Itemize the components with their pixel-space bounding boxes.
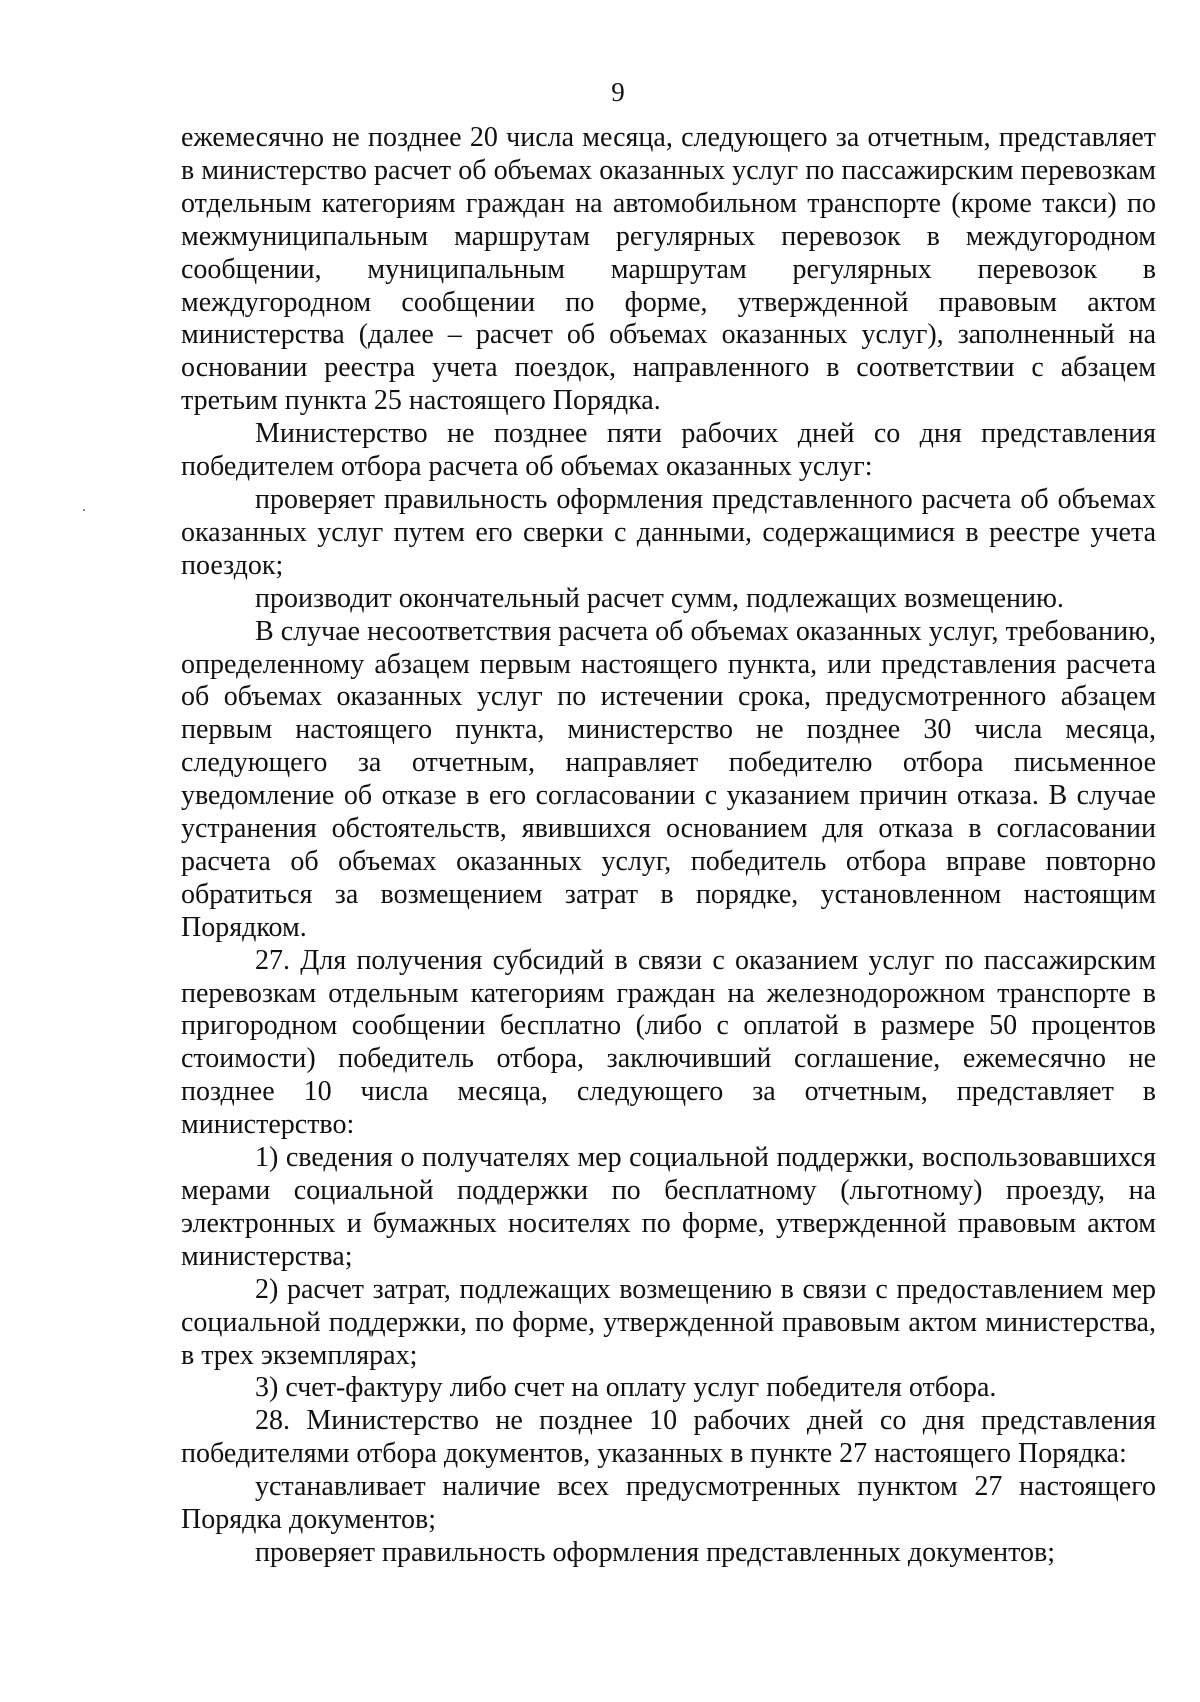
paragraph-item-27: 27. Для получения субсидий в связи с оказанием услуг по пассажирским перевозкам отдельным категориям граждан на железнодорожном транспорте в пригородном сообщении бесплатно (либо с оплатой в размере 50 процентов стоимости) победитель отбора, заключивший соглашение, ежемесячно не позднее 10 числа месяца, следующего за отчетным, представляет в министерство: xyxy=(181,944,1156,1141)
paragraph: Министерство не позднее пяти рабочих дней со дня представления победителем отбора расчета об объемах оказанных услуг: xyxy=(181,418,1156,483)
paragraph: производит окончательный расчет сумм, подлежащих возмещению. xyxy=(255,582,1064,614)
paragraph: устанавливает наличие всех предусмотренных пунктом 27 настоящего Порядка документов; xyxy=(181,1471,1156,1536)
list-item-3: 3) счет-фактуру либо счет на оплату услуг победителя отбора. xyxy=(255,1372,997,1404)
page-number: 9 xyxy=(611,77,625,107)
paragraph-item-28: 28. Министерство не позднее 10 рабочих дней со дня представления победителями отбора документов, указанных в пункте 27 настоящего Порядка: xyxy=(181,1405,1156,1470)
paragraph: проверяет правильность оформления представленного расчета об объемах оказанных услуг путем его сверки с данными, содержащимися в реестре учета поездок; xyxy=(181,483,1156,581)
scan-artifact-dot xyxy=(83,509,85,511)
paragraph: В случае несоответствия расчета об объемах оказанных услуг, требованию, определенному абзацем первым настоящего пункта, или представления расчета об объемах оказанных услуг по истечении срока, предусмотренного абзацем первым настоящего пункта, министерство не позднее 30 числа месяца, следующего за отчетным, направляет победителю отбора письменное уведомление об отказе в его согласовании с указанием причин отказа. В случае устранения обстоятельств, явившихся основанием для отказа в согласовании расчета об объемах оказанных услуг, победитель отбора вправе повторно обратиться за возмещением затрат в порядке, установленном настоящим Порядком. xyxy=(181,615,1156,943)
paragraph: проверяет правильность оформления представленных документов; xyxy=(255,1536,1056,1568)
document-body xyxy=(181,122,1156,1570)
list-item-1: 1) сведения о получателях мер социальной поддержки, воспользовавшихся мерами социальной поддержки по бесплатному (льготному) проезду, на электронных и бумажных носителях по форме, утвержденной правовым актом министерства; xyxy=(181,1142,1156,1272)
paragraph-continuation: ежемесячно не позднее 20 числа месяца, следующего за отчетным, представляет в министерство расчет об объемах оказанных услуг по пассажирским перевозкам отдельным категориям граждан на автомобильном транспорте (кроме такси) по межмуниципальным маршрутам регулярных перевозок в междугородном сообщении, муниципальным маршрутам регулярных перевозок в междугородном сообщении по форме, утвержденной правовым актом министерства (далее – расчет об объемах оказанных услуг), заполненный на основании реестра учета поездок, направленного в соответствии с абзацем третьим пункта 25 настоящего Порядка. xyxy=(181,122,1156,417)
list-item-2: 2) расчет затрат, подлежащих возмещению в связи с предоставлением мер социальной поддержки, по форме, утвержденной правовым актом министерства, в трех экземплярах; xyxy=(181,1273,1156,1371)
